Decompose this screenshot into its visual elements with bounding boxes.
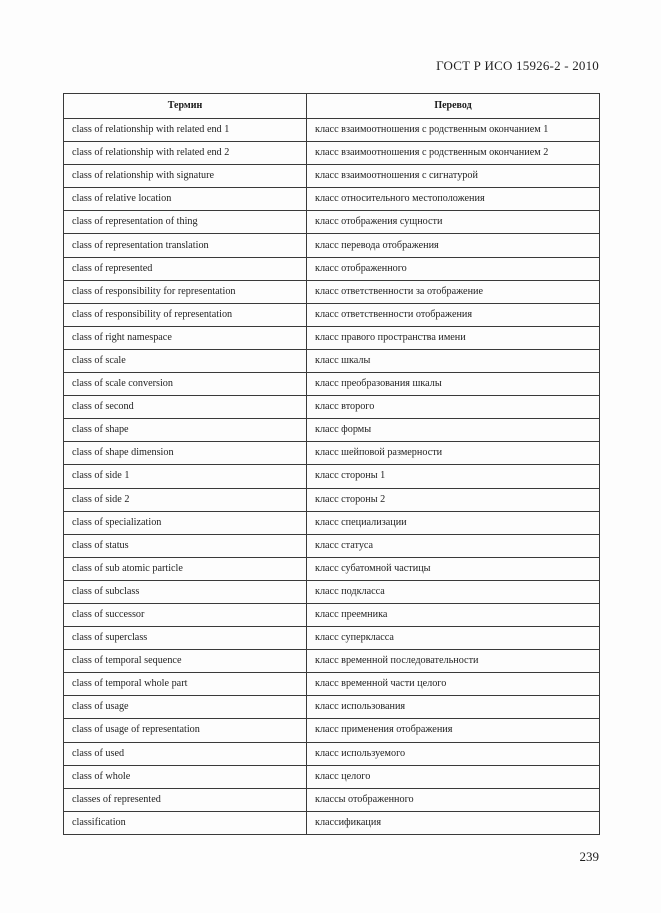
table-row [64, 165, 600, 188]
table-row [64, 419, 600, 442]
table-row [64, 580, 600, 603]
translation-cell: класс целого [307, 765, 600, 788]
table-row [64, 719, 600, 742]
standard-header: ГОСТ Р ИСО 15926-2 - 2010 [436, 58, 599, 73]
table-row [64, 788, 600, 811]
term-cell: class of status [64, 534, 307, 557]
translation-cell: класс взаимоотношения с сигнатурой [307, 165, 600, 188]
table-row [64, 765, 600, 788]
table-row [64, 465, 600, 488]
translation-cell: класс отображения сущности [307, 211, 600, 234]
term-cell: class of representation of thing [64, 211, 307, 234]
translation-cell: класс статуса [307, 534, 600, 557]
translation-cell: класс использования [307, 696, 600, 719]
term-cell: class of specialization [64, 511, 307, 534]
translation-cell: класс применения отображения [307, 719, 600, 742]
table-row [64, 373, 600, 396]
table-row [64, 119, 600, 142]
term-cell: class of usage of representation [64, 719, 307, 742]
table-row [64, 650, 600, 673]
term-cell: class of relationship with signature [64, 165, 307, 188]
translation-cell: класс преобразования шкалы [307, 373, 600, 396]
table-row [64, 742, 600, 765]
translation-cell: класс шейповой размерности [307, 442, 600, 465]
term-cell: class of represented [64, 257, 307, 280]
translation-cell: классификация [307, 811, 600, 834]
table-row [64, 349, 600, 372]
column-header-translation: Перевод [307, 94, 600, 119]
table-row [64, 211, 600, 234]
table-row [64, 303, 600, 326]
table-row [64, 557, 600, 580]
term-cell: class of shape dimension [64, 442, 307, 465]
term-cell: class of temporal sequence [64, 650, 307, 673]
term-cell: class of used [64, 742, 307, 765]
translation-cell: класс временной части целого [307, 673, 600, 696]
term-cell: class of side 2 [64, 488, 307, 511]
term-cell: class of relationship with related end 2 [64, 142, 307, 165]
table-row [64, 811, 600, 834]
term-cell: class of scale [64, 349, 307, 372]
term-cell: class of representation translation [64, 234, 307, 257]
translation-cell: класс правого пространства имени [307, 326, 600, 349]
table-row [64, 627, 600, 650]
translation-cell: класс взаимоотношения с родственным окончанием 1 [307, 119, 600, 142]
term-cell: class of shape [64, 419, 307, 442]
table-row [64, 488, 600, 511]
translation-cell: класс формы [307, 419, 600, 442]
table-row [64, 257, 600, 280]
translation-cell: класс преемника [307, 603, 600, 626]
term-cell: class of scale conversion [64, 373, 307, 396]
translation-cell: класс взаимоотношения с родственным окончанием 2 [307, 142, 600, 165]
translation-cell: класс отображенного [307, 257, 600, 280]
table-row [64, 511, 600, 534]
term-cell: class of temporal whole part [64, 673, 307, 696]
table-row [64, 603, 600, 626]
term-cell: classification [64, 811, 307, 834]
page-number: 239 [579, 849, 599, 864]
translation-cell: классы отображенного [307, 788, 600, 811]
translation-cell: класс ответственности за отображение [307, 280, 600, 303]
table-row [64, 696, 600, 719]
table-row [64, 396, 600, 419]
terms-table-body [64, 119, 600, 835]
term-cell: class of second [64, 396, 307, 419]
term-cell: classes of represented [64, 788, 307, 811]
translation-cell: класс второго [307, 396, 600, 419]
translation-cell: класс шкалы [307, 349, 600, 372]
column-header-term: Термин [64, 94, 307, 119]
term-cell: class of responsibility of representation [64, 303, 307, 326]
translation-cell: класс ответственности отображения [307, 303, 600, 326]
translation-cell: класс подкласса [307, 580, 600, 603]
translation-cell: класс специализации [307, 511, 600, 534]
term-cell: class of right namespace [64, 326, 307, 349]
translation-cell: класс стороны 2 [307, 488, 600, 511]
table-row [64, 326, 600, 349]
term-cell: class of subclass [64, 580, 307, 603]
term-cell: class of responsibility for representation [64, 280, 307, 303]
term-cell: class of relative location [64, 188, 307, 211]
translation-cell: класс субатомной частицы [307, 557, 600, 580]
term-cell: class of superclass [64, 627, 307, 650]
table-row [64, 188, 600, 211]
translation-cell: класс используемого [307, 742, 600, 765]
table-row [64, 280, 600, 303]
translation-cell: класс временной последовательности [307, 650, 600, 673]
term-cell: class of sub atomic particle [64, 557, 307, 580]
translation-cell: класс относительного местоположения [307, 188, 600, 211]
terms-table [63, 93, 600, 835]
term-cell: class of side 1 [64, 465, 307, 488]
term-cell: class of usage [64, 696, 307, 719]
term-cell: class of successor [64, 603, 307, 626]
table-header-row [64, 94, 600, 119]
table-row [64, 534, 600, 557]
table-row [64, 234, 600, 257]
table-row [64, 673, 600, 696]
translation-cell: класс суперкласса [307, 627, 600, 650]
table-row [64, 442, 600, 465]
term-cell: class of whole [64, 765, 307, 788]
table-row [64, 142, 600, 165]
translation-cell: класс стороны 1 [307, 465, 600, 488]
term-cell: class of relationship with related end 1 [64, 119, 307, 142]
translation-cell: класс перевода отображения [307, 234, 600, 257]
